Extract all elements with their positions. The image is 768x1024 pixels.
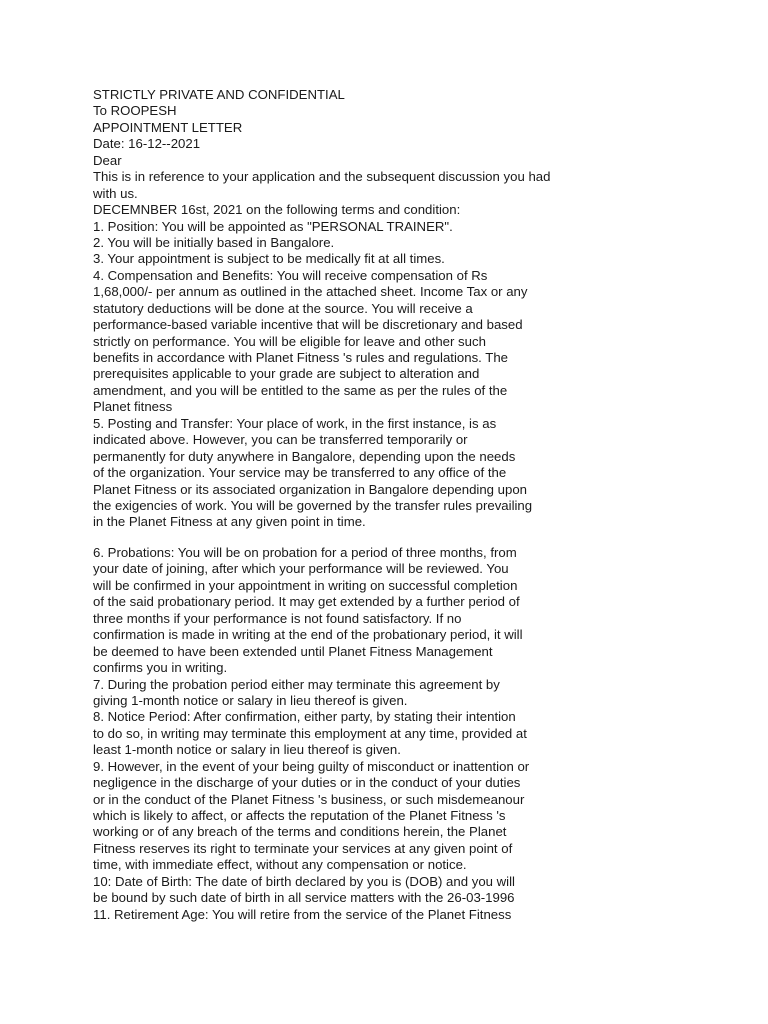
letter-body-part-2 [93, 545, 613, 923]
text-line: 7. During the probation period either may terminate this agreement by [93, 676, 500, 692]
text-line: amendment, and you will be entitled to the same as per the rules of the [93, 382, 508, 398]
text-line: confirmation is made in writing at the end of the probationary period, it will [93, 627, 523, 643]
text-line: confirms you in writing. [93, 660, 228, 676]
text-line: or in the conduct of the Planet Fitness 's business, or such misdemeanour [93, 791, 525, 807]
text-line: strictly on performance. You will be eligible for leave and other such [93, 333, 486, 349]
text-line: in the Planet Fitness at any given point in time. [93, 514, 366, 530]
letter-body-part-1 [93, 87, 613, 531]
text-line: To ROOPESH [93, 103, 177, 119]
text-line: Planet fitness [93, 399, 173, 415]
text-line: STRICTLY PRIVATE AND CONFIDENTIAL [93, 87, 345, 102]
text-line: of the organization. Your service may be transferred to any office of the [93, 465, 507, 481]
text-line: performance-based variable incentive that will be discretionary and based [93, 317, 523, 333]
text-line: 5. Posting and Transfer: Your place of work, in the first instance, is as [93, 415, 497, 431]
text-line: be bound by such date of birth in all service matters with the 26-03-1996 [93, 890, 515, 906]
text-line: benefits in accordance with Planet Fitness 's rules and regulations. The [93, 350, 508, 365]
text-line: 6. Probations: You will be on probation for a period of three months, from [93, 545, 517, 560]
text-line: indicated above. However, you can be transferred temporarily or [93, 432, 468, 448]
text-line: DECEMNBER 16st, 2021 on the following terms and condition: [93, 202, 461, 218]
text-line: with us. [93, 185, 138, 201]
text-line: your date of joining, after which your performance will be reviewed. You [93, 561, 509, 577]
text-line: to do so, in writing may terminate this employment at any time, provided at [93, 725, 527, 741]
text-line: 10: Date of Birth: The date of birth declared by you is (DOB) and you will [93, 873, 515, 889]
text-line: statutory deductions will be done at the source. You will receive a [93, 300, 473, 316]
text-line: time, with immediate effect, without any compensation or notice. [93, 857, 467, 873]
text-line: Dear [93, 152, 122, 168]
text-line: giving 1-month notice or salary in lieu thereof is given. [93, 692, 408, 708]
text-line: three months if your performance is not found satisfactory. If no [93, 610, 462, 626]
text-line: Planet Fitness or its associated organization in Bangalore depending upon [93, 481, 528, 497]
text-line: negligence in the discharge of your duties or in the conduct of your duties [93, 775, 521, 791]
text-line: 2. You will be initially based in Bangalore. [93, 234, 335, 250]
text-line: which is likely to affect, or affects the reputation of the Planet Fitness 's [93, 808, 506, 823]
text-line: This is in reference to your application and the subsequent discussion you had [93, 169, 551, 185]
text-line: APPOINTMENT LETTER [93, 119, 243, 135]
text-line: 11. Retirement Age: You will retire from the service of the Planet Fitness [93, 906, 512, 922]
text-line: 3. Your appointment is subject to be medically fit at all times. [93, 251, 445, 267]
text-line: Date: 16-12--2021 [93, 136, 201, 152]
text-line: 1. Position: You will be appointed as "PERSONAL TRAINER". [93, 218, 453, 234]
text-line: will be confirmed in your appointment in writing on successful completion [93, 577, 518, 593]
text-line: 9. However, in the event of your being guilty of misconduct or inattention or [93, 758, 530, 774]
text-line: be deemed to have been extended until Planet Fitness Management [93, 643, 493, 659]
text-line: least 1-month notice or salary in lieu thereof is given. [93, 742, 401, 758]
text-line: permanently for duty anywhere in Bangalore, depending upon the needs [93, 448, 516, 464]
text-line: Fitness reserves its right to terminate your services at any given point of [93, 840, 513, 856]
text-line: of the said probationary period. It may get extended by a further period of [93, 594, 520, 610]
text-line: 1,68,000/- per annum as outlined in the attached sheet. Income Tax or any [93, 284, 528, 300]
text-line: 8. Notice Period: After confirmation, either party, by stating their intention [93, 709, 516, 725]
text-line: the exigencies of work. You will be governed by the transfer rules prevailing [93, 497, 533, 513]
text-line: 4. Compensation and Benefits: You will receive compensation of Rs [93, 267, 488, 283]
text-line: prerequisites applicable to your grade are subject to alteration and [93, 366, 480, 382]
text-line: working or of any breach of the terms and conditions herein, the Planet [93, 824, 507, 840]
